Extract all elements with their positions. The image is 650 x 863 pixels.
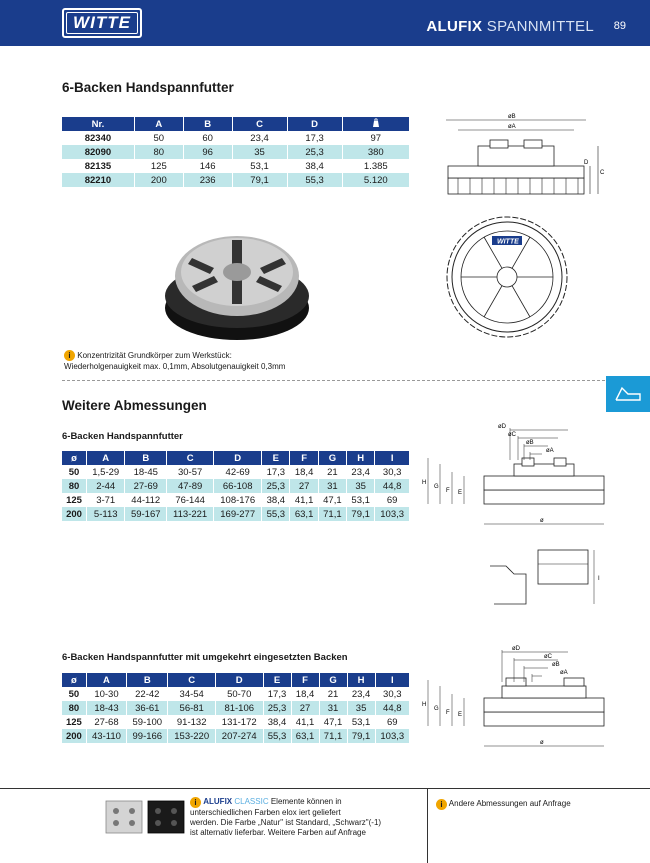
top-view-drawing: [444, 214, 570, 340]
dimension-drawing-2: [418, 642, 612, 754]
table-cell: 50-70: [215, 687, 263, 701]
table-cell: 25,3: [263, 701, 291, 715]
column-header: Nr.: [62, 117, 134, 131]
table-cell: 81-106: [215, 701, 263, 715]
table-cell: 50: [134, 131, 183, 145]
table-cell: 27: [290, 479, 318, 493]
column-header: G: [319, 673, 347, 687]
column-header: C: [168, 673, 216, 687]
label-b: øB: [508, 114, 516, 120]
table-cell: 79,1: [347, 729, 375, 743]
table-cell: 50: [62, 465, 87, 479]
table-cell: 103,3: [375, 507, 410, 521]
table-cell: 76-144: [167, 493, 214, 507]
table-cell: 41,1: [291, 715, 319, 729]
table-row: [62, 493, 410, 507]
section2-title: Weitere Abmessungen: [62, 398, 207, 413]
table-cell: 82340: [62, 131, 134, 145]
table-cell: 169-277: [214, 507, 262, 521]
table-cell: 125: [62, 493, 87, 507]
table-cell: 200: [62, 507, 87, 521]
logo-text: WITTE: [73, 13, 131, 32]
dim1-label-b: øB: [526, 440, 534, 446]
table-cell: 79,1: [232, 173, 287, 187]
column-header: I: [375, 673, 409, 687]
table-cell: 236: [183, 173, 232, 187]
table-row: [62, 507, 410, 521]
label-d: D: [584, 160, 589, 166]
table-row: [62, 701, 410, 715]
table-cell: 63,1: [291, 729, 319, 743]
footer-brand-light: CLASSIC: [234, 797, 269, 806]
page-header: [0, 0, 650, 46]
table-row: [62, 729, 410, 743]
dim2-label-a: øA: [560, 670, 568, 676]
footer-right-text: [436, 799, 571, 810]
table-cell: 23,4: [347, 687, 375, 701]
table-cell: 17,3: [287, 131, 342, 145]
table-cell: 60: [183, 131, 232, 145]
table-cell: 71,1: [318, 507, 346, 521]
column-header: H: [347, 673, 375, 687]
table-cell: 1.385: [342, 159, 409, 173]
column-header: A: [86, 673, 126, 687]
column-header: E: [262, 451, 290, 465]
table-cell: 59-100: [127, 715, 168, 729]
table-cell: 53,1: [347, 493, 375, 507]
table-cell: 38,4: [263, 715, 291, 729]
table-row: [62, 687, 410, 701]
table-row: [62, 145, 410, 159]
dim2-label-e: E: [458, 712, 463, 718]
section2-subtitle-2: 6-Backen Handspannfutter mit umgekehrt eingesetzten Backen: [62, 652, 348, 663]
table-cell: 69: [375, 493, 410, 507]
brand-light: SPANNMITTEL: [486, 18, 594, 35]
dim2-label-d: øD: [512, 646, 520, 652]
column-header: C: [167, 451, 214, 465]
dim1-label-c: øC: [508, 432, 516, 438]
footer-left-text: [190, 797, 381, 838]
footer-brand-bold: ALUFIX: [203, 797, 233, 806]
table-cell: 146: [183, 159, 232, 173]
table-cell: 44,8: [375, 479, 410, 493]
column-header: F: [290, 451, 318, 465]
witte-logo: [62, 8, 142, 38]
table-cell: 30,3: [375, 465, 410, 479]
table-cell: 47-89: [167, 479, 214, 493]
dim2-label-h: H: [422, 702, 427, 708]
table-cell: 47,1: [319, 715, 347, 729]
table-row: [62, 173, 410, 187]
table-cell: 18-43: [86, 701, 126, 715]
table-row: [62, 131, 410, 145]
table-row: [62, 715, 410, 729]
table-cell: 125: [134, 159, 183, 173]
jaw-detail-drawing: [486, 544, 602, 614]
table-cell: 80: [62, 701, 86, 715]
table-row: [62, 465, 410, 479]
table-cell: 82135: [62, 159, 134, 173]
table-cell: 59-167: [125, 507, 167, 521]
column-header: ø: [62, 673, 86, 687]
dim2-label-dia: ø: [540, 740, 544, 746]
column-header: D: [214, 451, 262, 465]
dim1-label-d: øD: [498, 424, 506, 430]
table-cell: 380: [342, 145, 409, 159]
column-header: H: [347, 451, 375, 465]
section2-subtitle-1: 6-Backen Handspannfutter: [62, 431, 183, 442]
table-cell: 200: [134, 173, 183, 187]
table-cell: 36-61: [127, 701, 168, 715]
table-cell: 108-176: [214, 493, 262, 507]
brand-bold: ALUFIX: [426, 18, 483, 35]
chuck-tab-icon: [614, 384, 642, 404]
table-cell: 35: [347, 701, 375, 715]
table-cell: 30-57: [167, 465, 214, 479]
table-cell: 200: [62, 729, 86, 743]
table-cell: 27-69: [125, 479, 167, 493]
table-cell: 35: [347, 479, 375, 493]
table-cell: 53,1: [232, 159, 287, 173]
table-row: [62, 159, 410, 173]
table-cell: 42-69: [214, 465, 262, 479]
table-cell: 18,4: [290, 465, 318, 479]
table-cell: 71,1: [319, 729, 347, 743]
table-cell: 43-110: [86, 729, 126, 743]
table-cell: 47,1: [318, 493, 346, 507]
table-cell: 79,1: [347, 507, 375, 521]
side-view-drawing: [438, 108, 608, 200]
table-cell: 1,5-29: [87, 465, 125, 479]
table-cell: 44-112: [125, 493, 167, 507]
table-cell: 27: [291, 701, 319, 715]
footer-line-4: ist alternativ lieferbar. Weitere Farben auf Anfrage: [190, 828, 366, 837]
table-cell: 44,8: [375, 701, 409, 715]
table-cell: 53,1: [347, 715, 375, 729]
dim1-label-f: F: [446, 488, 450, 494]
table-cell: 25,3: [287, 145, 342, 159]
footer-line-3: werden. Die Farbe „Natur" ist Standard, „Schwarz"(-1): [190, 818, 382, 827]
label-c: C: [600, 170, 605, 176]
table-cell: 5.120: [342, 173, 409, 187]
table-cell: 5-113: [87, 507, 125, 521]
table-cell: 10-30: [86, 687, 126, 701]
table-cell: 17,3: [262, 465, 290, 479]
column-header: G: [318, 451, 346, 465]
table-cell: 153-220: [168, 729, 216, 743]
table-cell: 23,4: [232, 131, 287, 145]
table-cell: 31: [318, 479, 346, 493]
table-cell: 31: [319, 701, 347, 715]
table-cell: 21: [319, 687, 347, 701]
table-cell: 56-81: [168, 701, 216, 715]
dim2-label-b: øB: [552, 662, 560, 668]
dim1-label-h: H: [422, 480, 427, 486]
table-cell: 91-132: [168, 715, 216, 729]
table-cell: 82090: [62, 145, 134, 159]
dimensions-table: [62, 451, 410, 521]
table-cell: 55,3: [262, 507, 290, 521]
dim1-label-e: E: [458, 490, 463, 496]
footer-line-2: unterschiedlichen Farben elox iert geliefert: [190, 808, 341, 817]
column-header: E: [263, 673, 291, 687]
table-cell: 69: [375, 715, 409, 729]
table-cell: 23,4: [347, 465, 375, 479]
table-cell: 27-68: [86, 715, 126, 729]
dimension-drawing-1: [418, 420, 612, 532]
note-line-1: Konzentrizität Grundkörper zum Werkstück:: [77, 351, 232, 360]
dim1-label-dia: ø: [540, 518, 544, 524]
section1-title: 6-Backen Handspannfutter: [62, 80, 234, 95]
dim1-label-a: øA: [546, 448, 554, 454]
table-cell: 3-71: [87, 493, 125, 507]
page-footer: [0, 788, 650, 863]
jaw-label-i: I: [598, 576, 600, 582]
table-cell: 66-108: [214, 479, 262, 493]
table-cell: 50: [62, 687, 86, 701]
column-header: B: [183, 117, 232, 131]
column-header: I: [375, 451, 410, 465]
note-line-2: Wiederholgenauigkeit max. 0,1mm, Absolutgenauigkeit 0,3mm: [64, 362, 286, 371]
concentricity-note: [64, 350, 285, 372]
table-cell: 2-44: [87, 479, 125, 493]
table-cell: 207-274: [215, 729, 263, 743]
table-cell: 125: [62, 715, 86, 729]
dim1-label-g: G: [434, 484, 439, 490]
table-cell: 96: [183, 145, 232, 159]
spec-table-main: [62, 117, 410, 187]
table-cell: 35: [232, 145, 287, 159]
table-cell: 131-172: [215, 715, 263, 729]
table-cell: 103,3: [375, 729, 409, 743]
table-cell: 18,4: [291, 687, 319, 701]
table-cell: 55,3: [287, 173, 342, 187]
table-cell: 38,4: [262, 493, 290, 507]
column-header: C: [232, 117, 287, 131]
column-header: A: [87, 451, 125, 465]
table-cell: 22-42: [127, 687, 168, 701]
alufix-cubes-image: [104, 797, 188, 837]
table-cell: 17,3: [263, 687, 291, 701]
footer-info-icon-right: i: [436, 799, 447, 810]
table-cell: 63,1: [290, 507, 318, 521]
column-header: D: [287, 117, 342, 131]
table-cell: 99-166: [127, 729, 168, 743]
section-divider: [62, 380, 610, 381]
plate-label: WITTE: [497, 238, 519, 246]
table-cell: 80: [62, 479, 87, 493]
chuck-photo: [162, 212, 312, 344]
table-cell: 25,3: [262, 479, 290, 493]
table-cell: 113-221: [167, 507, 214, 521]
dim2-label-c: øC: [544, 654, 552, 660]
table-cell: 18-45: [125, 465, 167, 479]
reversed-jaws-table: [62, 673, 410, 743]
table-cell: 21: [318, 465, 346, 479]
table-row: [62, 479, 410, 493]
column-header: D: [215, 673, 263, 687]
page-number: 89: [613, 20, 626, 32]
table-cell: 34-54: [168, 687, 216, 701]
column-header: A: [134, 117, 183, 131]
dim2-label-f: F: [446, 710, 450, 716]
chapter-side-tab[interactable]: [606, 376, 650, 412]
table-cell: 30,3: [375, 687, 409, 701]
info-icon: i: [64, 350, 75, 361]
footer-right-line: Andere Abmessungen auf Anfrage: [448, 799, 571, 808]
column-header: F: [291, 673, 319, 687]
dim2-label-g: G: [434, 706, 439, 712]
table-cell: 38,4: [287, 159, 342, 173]
column-header: B: [125, 451, 167, 465]
brand-title: [426, 18, 594, 35]
weight-icon: [342, 117, 409, 131]
label-a: øA: [508, 124, 516, 130]
footer-info-icon-left: i: [190, 797, 201, 808]
table-cell: 97: [342, 131, 409, 145]
column-header: B: [127, 673, 168, 687]
footer-line-1: Elemente können in: [270, 797, 342, 806]
table-cell: 41,1: [290, 493, 318, 507]
table-cell: 80: [134, 145, 183, 159]
footer-divider: [427, 789, 428, 863]
table-cell: 82210: [62, 173, 134, 187]
table-cell: 55,3: [263, 729, 291, 743]
column-header: ø: [62, 451, 87, 465]
